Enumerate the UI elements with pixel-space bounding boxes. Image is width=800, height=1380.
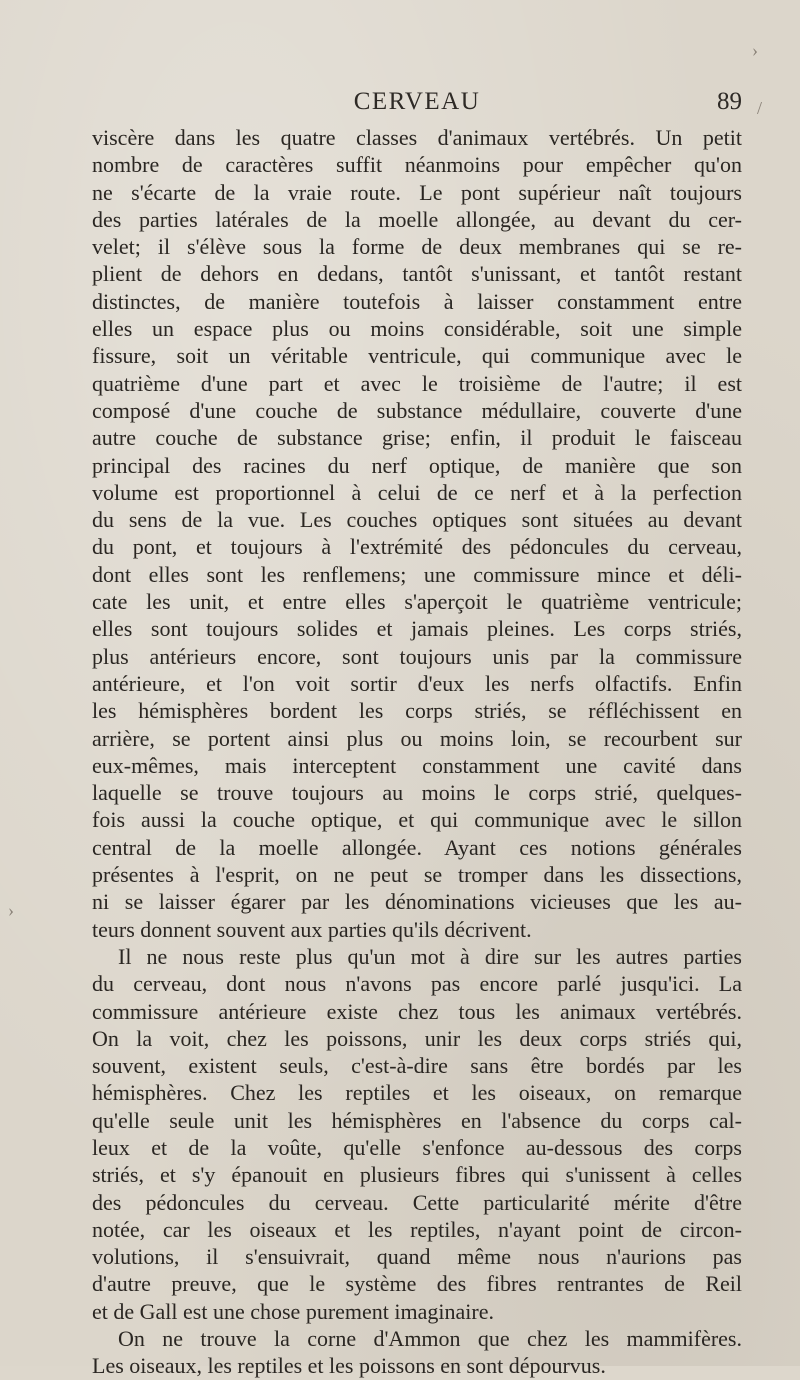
text-line: d'autre preuve, que le système des fibres rentrantes de Reil — [92, 1271, 742, 1297]
text-line: quatrième d'une part et avec le troisième de l'autre; il est — [92, 370, 742, 396]
page-blemish: / — [757, 98, 763, 118]
text-line: souvent, existent seuls, c'est-à-dire sans être bordés par les — [92, 1053, 742, 1079]
text-line: volutions, il s'ensuivrait, quand même nous n'aurions pas — [92, 1244, 742, 1270]
text-line: hémisphères. Chez les reptiles et les oiseaux, on remarque — [92, 1080, 742, 1106]
text-line: du sens de la vue. Les couches optiques sont situées au devant — [92, 507, 742, 533]
text-line: arrière, se portent ainsi plus ou moins loin, se recourbent sur — [92, 725, 742, 751]
text-line: volume est proportionnel à celui de ce nerf et à la perfection — [92, 479, 742, 505]
text-line: elles un espace plus ou moins considérable, soit une simple — [92, 316, 742, 342]
text-line: autre couche de substance grise; enfin, il produit le faisceau — [92, 425, 742, 451]
text-line: ne s'écarte de la vraie route. Le pont supérieur naît toujours — [92, 179, 742, 205]
text-line: des pédoncules du cerveau. Cette particularité mérite d'être — [92, 1189, 742, 1215]
text-line: les hémisphères bordent les corps striés, se réfléchissent en — [92, 698, 742, 724]
text-line: nombre de caractères suffit néanmoins pour empêcher qu'on — [92, 152, 742, 178]
text-line: On la voit, chez les poissons, unir les deux corps striés qui, — [92, 1025, 742, 1051]
text-line: plient de dehors en dedans, tantôt s'unissant, et tantôt restant — [92, 261, 742, 287]
text-line: elles sont toujours solides et jamais pleines. Les corps striés, — [92, 616, 742, 642]
text-line: commissure antérieure existe chez tous les animaux vertébrés. — [92, 998, 742, 1024]
text-line: fois aussi la couche optique, et qui communique avec le sillon — [92, 807, 742, 833]
text-line: ni se laisser égarer par les dénominations vicieuses que les au- — [92, 889, 742, 915]
text-line: fissure, soit un véritable ventricule, qui communique avec le — [92, 343, 742, 369]
text-line: du cerveau, dont nous n'avons pas encore parlé jusqu'ici. La — [92, 971, 742, 997]
text-line: eux-mêmes, mais interceptent constamment une cavité dans — [92, 752, 742, 778]
paragraph — [92, 124, 742, 943]
text-line: velet; il s'élève sous la forme de deux membranes qui se re- — [92, 234, 742, 260]
text-line: leux et de la voûte, qu'elle s'enfonce au-dessous des corps — [92, 1134, 742, 1160]
text-line: distinctes, de manière toutefois à laisser constamment entre — [92, 288, 742, 314]
page-number: 89 — [717, 88, 742, 115]
text-line: cate les unit, et entre elles s'aperçoit le quatrième ventricule; — [92, 589, 742, 615]
text-line: du pont, et toujours à l'extrémité des pédoncules du cerveau, — [92, 534, 742, 560]
text-line: plus antérieurs encore, sont toujours unis par la commissure — [92, 643, 742, 669]
text-line: central de la moelle allongée. Ayant ces notions générales — [92, 834, 742, 860]
paragraph — [92, 1325, 742, 1380]
body-text — [92, 124, 742, 1380]
paragraph — [92, 943, 742, 1325]
text-line: Les oiseaux, les reptiles et les poissons en sont dépourvus. — [92, 1353, 606, 1379]
text-line: antérieure, et l'on voit sortir d'eux les nerfs olfactifs. Enfin — [92, 670, 742, 696]
text-line: qu'elle seule unit les hémisphères en l'absence du corps cal- — [92, 1107, 742, 1133]
text-line: des parties latérales de la moelle allongée, au devant du cer- — [92, 206, 742, 232]
text-line: viscère dans les quatre classes d'animaux vertébrés. Un petit — [92, 125, 742, 150]
text-line: striés, et s'y épanouit en plusieurs fibres qui s'unissent à celles — [92, 1162, 742, 1188]
page-blemish: › — [8, 900, 14, 920]
text-line: composé d'une couche de substance médullaire, couverte d'une — [92, 397, 742, 423]
text-line: présentes à l'esprit, on ne peut se tromper dans les dissections, — [92, 862, 742, 888]
text-line: principal des racines du nerf optique, de manière que son — [92, 452, 742, 478]
text-line: et de Gall est une chose purement imaginaire. — [92, 1298, 494, 1324]
text-line: notée, car les oiseaux et les reptiles, n'ayant point de circon- — [92, 1216, 742, 1242]
text-line: dont elles sont les renflemens; une commissure mince et déli- — [92, 561, 742, 587]
running-title: CERVEAU — [353, 88, 481, 115]
text-line: On ne trouve la corne d'Ammon que chez les mammifères. — [118, 1326, 742, 1352]
page-blemish: › — [752, 40, 758, 60]
page-header — [92, 88, 742, 124]
text-line: laquelle se trouve toujours au moins le corps strié, quelques- — [92, 780, 742, 806]
text-line: teurs donnent souvent aux parties qu'ils décrivent. — [92, 916, 532, 942]
text-line: Il ne nous reste plus qu'un mot à dire sur les autres parties — [118, 943, 742, 969]
